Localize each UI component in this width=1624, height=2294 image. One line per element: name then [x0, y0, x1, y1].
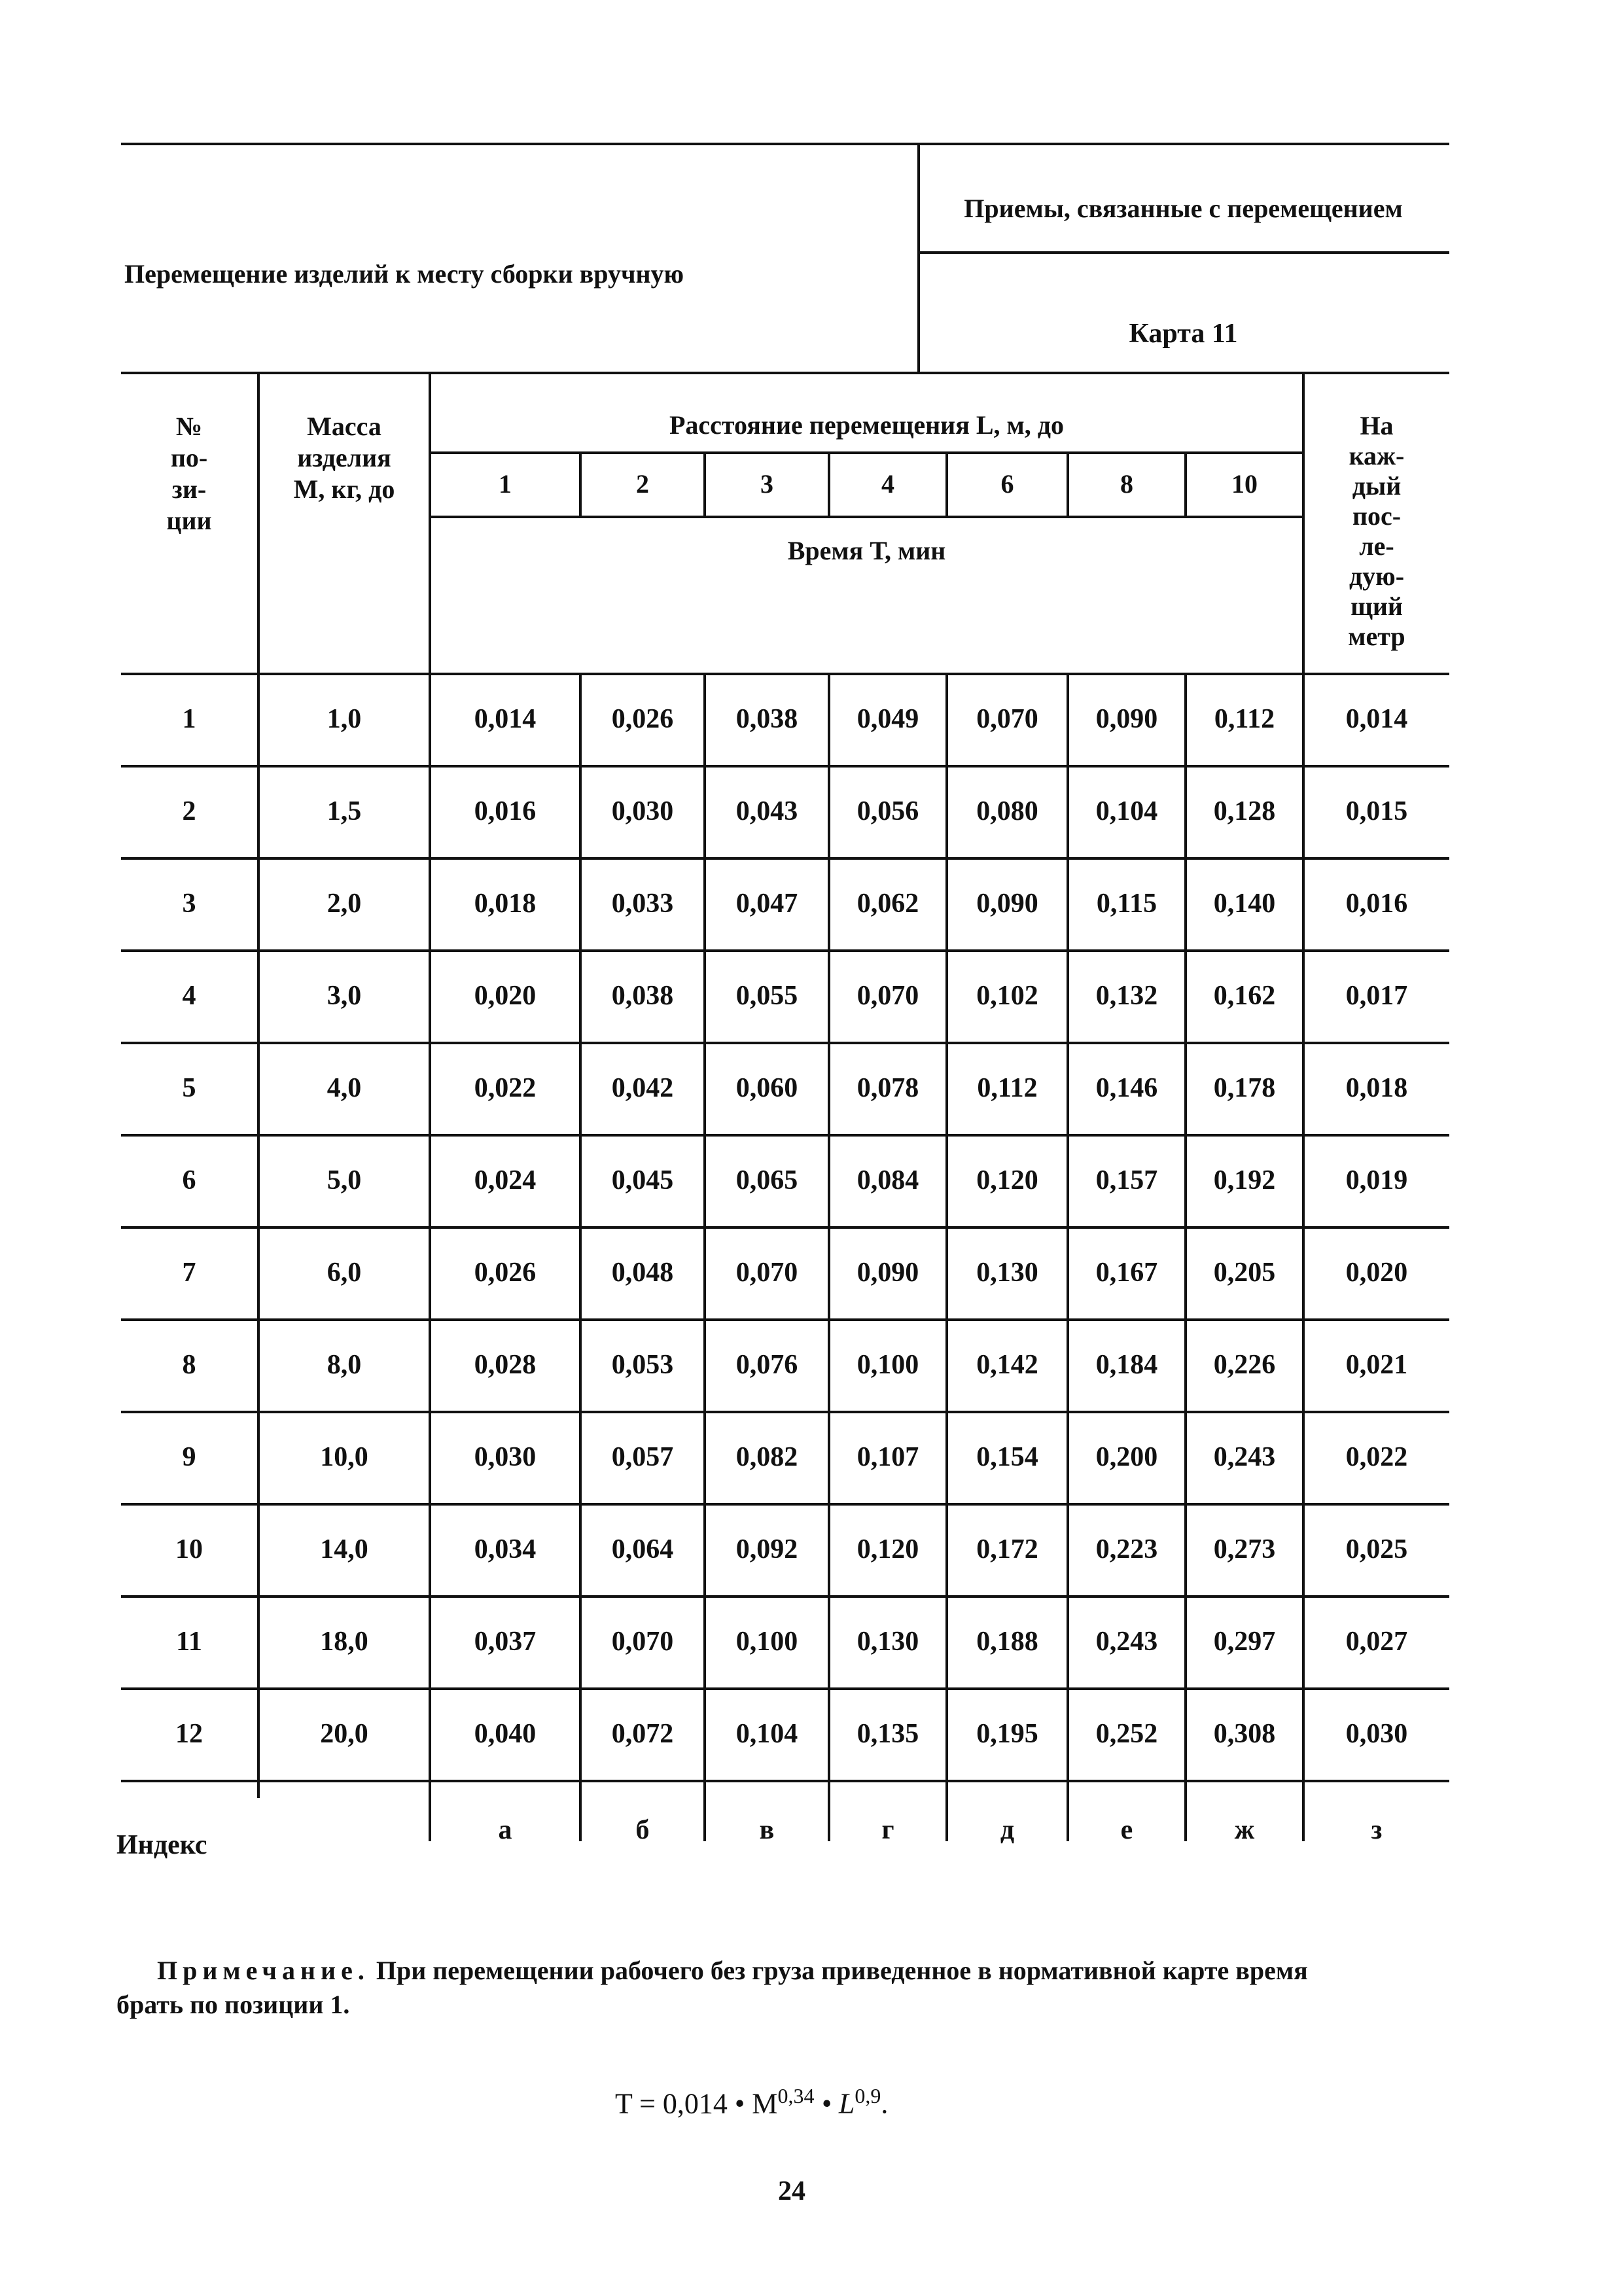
time-cell: 0,021	[1345, 1350, 1408, 1380]
position-cell: 2	[182, 796, 196, 826]
time-cell: 0,034	[474, 1534, 537, 1564]
header-line: метр	[1348, 622, 1405, 651]
time-cell: 0,047	[735, 889, 798, 919]
time-cell: 0,092	[735, 1534, 798, 1564]
note-text: При перемещении рабочего без груза приведенное в нормативной карте время	[376, 1956, 1308, 1985]
col-header-position	[121, 411, 257, 537]
time-cell: 0,308	[1213, 1719, 1276, 1749]
col-header-distance: Расстояние перемещения L, м, до	[669, 410, 1064, 440]
time-cell: 0,104	[1095, 796, 1158, 826]
note-label: Примечание.	[157, 1956, 370, 1985]
distance-2: 2	[636, 469, 649, 499]
time-cell: 0,154	[976, 1442, 1038, 1472]
header-line: изделия	[297, 443, 391, 472]
row-rule	[121, 1318, 1449, 1321]
time-cell: 0,048	[611, 1258, 674, 1288]
index-letter: д	[1000, 1815, 1015, 1845]
header-bottom-rule	[121, 673, 1449, 675]
time-cell: 0,057	[611, 1442, 674, 1472]
time-cell: 0,028	[474, 1350, 537, 1380]
row-rule	[121, 1780, 1449, 1782]
header-line: ции	[166, 506, 212, 535]
position-cell: 5	[182, 1073, 196, 1103]
time-cell: 0,090	[856, 1258, 919, 1288]
time-header: Время Т, мин	[787, 536, 946, 565]
time-cell: 0,043	[735, 796, 798, 826]
time-cell: 0,038	[611, 981, 674, 1011]
header-line: М, кг, до	[293, 474, 395, 504]
mass-cell: 8,0	[327, 1350, 362, 1380]
time-cell: 0,014	[1345, 704, 1408, 734]
distance-header-rule	[429, 451, 1302, 454]
time-cell: 0,022	[474, 1073, 537, 1103]
position-cell: 9	[182, 1442, 196, 1472]
row-rule	[121, 857, 1449, 860]
time-cell: 0,055	[735, 981, 798, 1011]
time-cell: 0,130	[856, 1627, 919, 1657]
time-cell: 0,252	[1095, 1719, 1158, 1749]
time-cell: 0,060	[735, 1073, 798, 1103]
mass-cell: 10,0	[320, 1442, 368, 1472]
time-cell: 0,070	[976, 704, 1038, 734]
time-cell: 0,020	[474, 981, 537, 1011]
distance-values-rule	[429, 516, 1302, 518]
header-line: по-	[170, 443, 208, 472]
distance-6: 6	[1000, 469, 1014, 499]
time-cell: 0,015	[1345, 796, 1408, 826]
distance-4: 4	[881, 469, 894, 499]
time-cell: 0,027	[1345, 1627, 1408, 1657]
position-cell: 1	[182, 704, 196, 734]
note-line-2: брать по позиции 1.	[116, 1990, 350, 2019]
time-cell: 0,120	[976, 1165, 1038, 1195]
position-cell: 3	[182, 889, 196, 919]
time-cell: 0,026	[474, 1258, 537, 1288]
mass-cell: 18,0	[320, 1627, 368, 1657]
time-cell: 0,080	[976, 796, 1038, 826]
time-cell: 0,128	[1213, 796, 1276, 826]
col-header-mass	[260, 411, 429, 505]
index-letter: б	[635, 1815, 650, 1845]
time-cell: 0,132	[1095, 981, 1158, 1011]
time-cell: 0,026	[611, 704, 674, 734]
time-cell: 0,017	[1345, 981, 1408, 1011]
index-letter: е	[1120, 1815, 1133, 1845]
time-cell: 0,273	[1213, 1534, 1276, 1564]
header-line: №	[175, 412, 203, 441]
header-line: Масса	[307, 412, 381, 441]
index-letter: г	[881, 1815, 894, 1845]
time-cell: 0,142	[976, 1350, 1038, 1380]
time-cell: 0,100	[856, 1350, 919, 1380]
row-rule	[121, 765, 1449, 768]
time-cell: 0,070	[856, 981, 919, 1011]
index-letter: ж	[1234, 1815, 1255, 1845]
time-cell: 0,243	[1213, 1442, 1276, 1472]
formula	[615, 2084, 888, 2121]
time-cell: 0,172	[976, 1534, 1038, 1564]
note-line-1	[157, 1955, 1308, 1986]
time-cell: 0,014	[474, 704, 537, 734]
time-cell: 0,112	[1214, 704, 1275, 734]
time-cell: 0,024	[474, 1165, 537, 1195]
time-cell: 0,064	[611, 1534, 674, 1564]
time-cell: 0,076	[735, 1350, 798, 1380]
time-cell: 0,146	[1095, 1073, 1158, 1103]
time-cell: 0,223	[1095, 1534, 1158, 1564]
header-right-rule	[917, 251, 1449, 254]
time-cell: 0,195	[976, 1719, 1038, 1749]
mass-cell: 5,0	[327, 1165, 362, 1195]
position-cell: 6	[182, 1165, 196, 1195]
distance-1: 1	[499, 469, 512, 499]
mass-cell: 6,0	[327, 1258, 362, 1288]
time-cell: 0,053	[611, 1350, 674, 1380]
time-cell: 0,102	[976, 981, 1038, 1011]
position-cell: 10	[175, 1534, 203, 1564]
time-cell: 0,184	[1095, 1350, 1158, 1380]
time-cell: 0,200	[1095, 1442, 1158, 1472]
time-cell: 0,016	[474, 796, 537, 826]
time-cell: 0,167	[1095, 1258, 1158, 1288]
formula-prefix: T = 0,014 • M	[615, 2087, 778, 2120]
header-line: зи-	[171, 474, 207, 504]
time-cell: 0,243	[1095, 1627, 1158, 1657]
time-cell: 0,037	[474, 1627, 537, 1657]
mass-cell: 4,0	[327, 1073, 362, 1103]
header-line: каж-	[1349, 441, 1405, 470]
time-cell: 0,040	[474, 1719, 537, 1749]
distance-10: 10	[1231, 469, 1258, 499]
position-cell: 11	[176, 1627, 202, 1657]
formula-exp-mass: 0,34	[777, 2084, 815, 2108]
time-cell: 0,062	[856, 889, 919, 919]
formula-mid: • L	[814, 2087, 855, 2120]
time-cell: 0,072	[611, 1719, 674, 1749]
row-rule	[121, 949, 1449, 952]
time-cell: 0,104	[735, 1719, 798, 1749]
mass-cell: 14,0	[320, 1534, 368, 1564]
time-cell: 0,025	[1345, 1534, 1408, 1564]
time-cell: 0,038	[735, 704, 798, 734]
time-cell: 0,082	[735, 1442, 798, 1472]
time-cell: 0,188	[976, 1627, 1038, 1657]
index-label: Индекс	[116, 1830, 207, 1860]
row-rule	[121, 1134, 1449, 1137]
time-cell: 0,065	[735, 1165, 798, 1195]
mass-cell: 3,0	[327, 981, 362, 1011]
time-cell: 0,112	[977, 1073, 1038, 1103]
mass-cell: 1,5	[327, 796, 362, 826]
header-line: пос-	[1352, 501, 1402, 531]
position-cell: 8	[182, 1350, 196, 1380]
time-cell: 0,019	[1345, 1165, 1408, 1195]
time-cell: 0,192	[1213, 1165, 1276, 1195]
time-cell: 0,022	[1345, 1442, 1408, 1472]
time-cell: 0,030	[611, 796, 674, 826]
row-rule	[121, 1687, 1449, 1690]
time-cell: 0,056	[856, 796, 919, 826]
position-cell: 7	[182, 1258, 196, 1288]
time-cell: 0,100	[735, 1627, 798, 1657]
time-cell: 0,045	[611, 1165, 674, 1195]
mass-cell: 2,0	[327, 889, 362, 919]
header-line: дый	[1352, 471, 1402, 501]
distance-3: 3	[760, 469, 773, 499]
position-cell: 4	[182, 981, 196, 1011]
time-cell: 0,078	[856, 1073, 919, 1103]
time-cell: 0,070	[611, 1627, 674, 1657]
card-number: Карта 11	[1129, 319, 1238, 349]
header-line: На	[1360, 411, 1394, 440]
time-cell: 0,030	[1345, 1719, 1408, 1749]
time-cell: 0,033	[611, 889, 674, 919]
mass-cell: 1,0	[327, 704, 362, 734]
mass-cell: 20,0	[320, 1719, 368, 1749]
index-letter: а	[498, 1815, 512, 1845]
page-number: 24	[778, 2176, 805, 2206]
time-cell: 0,084	[856, 1165, 919, 1195]
time-cell: 0,107	[856, 1442, 919, 1472]
time-cell: 0,120	[856, 1534, 919, 1564]
time-cell: 0,018	[474, 889, 537, 919]
time-cell: 0,157	[1095, 1165, 1158, 1195]
position-cell: 12	[175, 1719, 203, 1749]
table-top-rule	[121, 372, 1449, 374]
formula-suffix: .	[881, 2087, 889, 2120]
time-cell: 0,020	[1345, 1258, 1408, 1288]
section-title: Перемещение изделий к месту сборки вручную	[124, 259, 684, 289]
top-rule	[121, 143, 1449, 145]
header-line: дую-	[1349, 561, 1405, 591]
formula-exp-length: 0,9	[855, 2084, 881, 2108]
time-cell: 0,140	[1213, 889, 1276, 919]
time-cell: 0,130	[976, 1258, 1038, 1288]
index-letter: з	[1371, 1815, 1383, 1845]
distance-8: 8	[1120, 469, 1133, 499]
category-title: Приемы, связанные с перемещением	[964, 194, 1403, 223]
time-cell: 0,205	[1213, 1258, 1276, 1288]
row-rule	[121, 1411, 1449, 1413]
time-cell: 0,018	[1345, 1073, 1408, 1103]
time-cell: 0,297	[1213, 1627, 1276, 1657]
header-line: ле-	[1359, 531, 1394, 561]
time-cell: 0,115	[1096, 889, 1157, 919]
row-rule	[121, 1042, 1449, 1044]
time-cell: 0,070	[735, 1258, 798, 1288]
time-cell: 0,178	[1213, 1073, 1276, 1103]
row-rule	[121, 1503, 1449, 1506]
time-cell: 0,135	[856, 1719, 919, 1749]
row-rule	[121, 1226, 1449, 1229]
time-cell: 0,049	[856, 704, 919, 734]
time-cell: 0,042	[611, 1073, 674, 1103]
time-cell: 0,162	[1213, 981, 1276, 1011]
header-line: щий	[1350, 591, 1403, 621]
row-rule	[121, 1595, 1449, 1598]
time-cell: 0,090	[976, 889, 1038, 919]
time-cell: 0,090	[1095, 704, 1158, 734]
time-cell: 0,030	[474, 1442, 537, 1472]
index-letter: в	[759, 1815, 775, 1845]
time-cell: 0,016	[1345, 889, 1408, 919]
col-header-each-meter	[1305, 411, 1449, 652]
time-cell: 0,226	[1213, 1350, 1276, 1380]
